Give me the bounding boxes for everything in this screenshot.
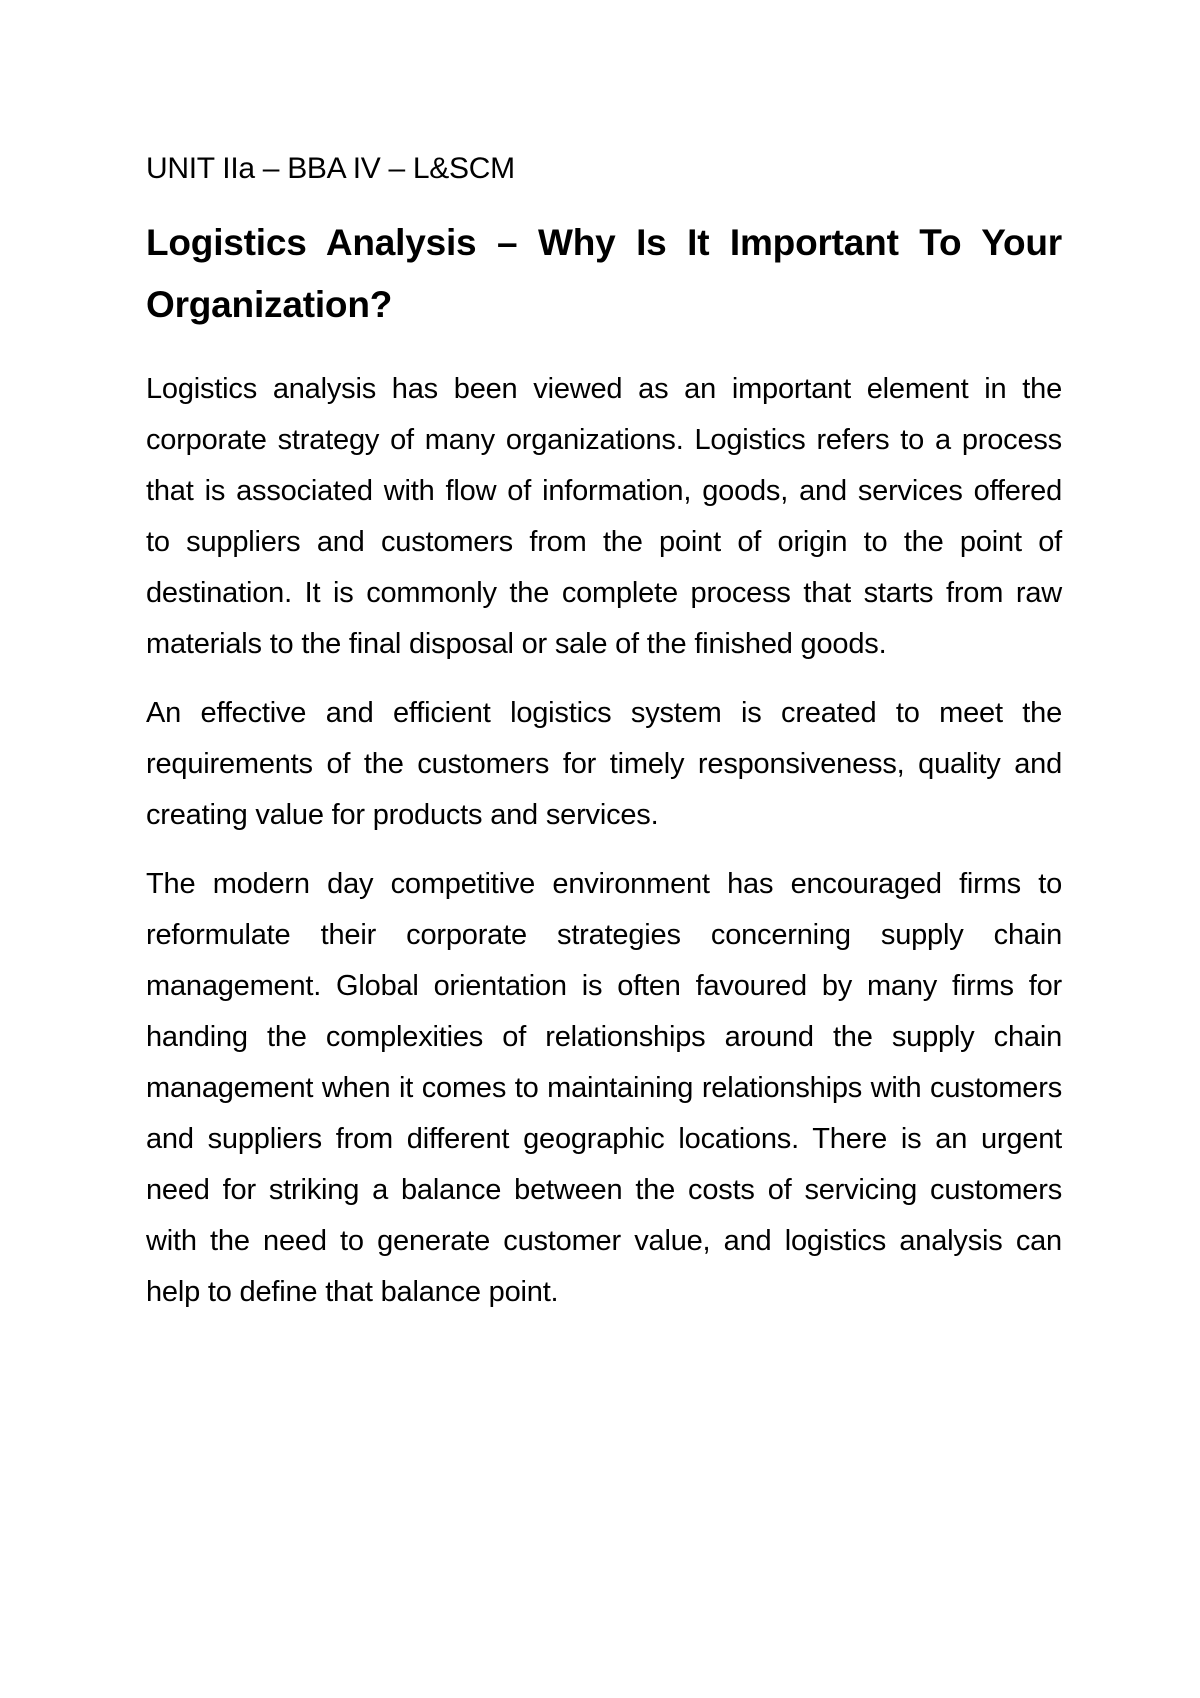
paragraph-competitive-environment: The modern day competitive environment has encouraged firms to reformulate their corporate strategies concerning supply chain management. Global orientation is often favoured by many firms for handing the complexities of relationships around the supply chain management when it comes to maintaining relationships with customers and suppliers from different geographic locations. There is an urgent need for striking a balance between the costs of servicing customers with the need to generate customer value, and logistics analysis can help to define that balance point. [146, 868, 1062, 1308]
document-page [146, 148, 1062, 1336]
page-title: Logistics Analysis – Why Is It Important To Your Organization? [146, 222, 1062, 325]
unit-heading: UNIT IIa – BBA IV – L&SCM [146, 152, 515, 185]
paragraph-logistics-definition: Logistics analysis has been viewed as an important element in the corporate strategy of many organizations. Logistics refers to a process that is associated with flow of information, goods, and services offered to suppliers and customers from the point of origin to the point of destination. It is commonly the complete process that starts from raw materials to the final disposal or sale of the finished goods. [146, 373, 1062, 660]
paragraph-effective-system: An effective and efficient logistics system is created to meet the requirements of the customers for timely responsiveness, quality and creating value for products and services. [146, 697, 1062, 831]
